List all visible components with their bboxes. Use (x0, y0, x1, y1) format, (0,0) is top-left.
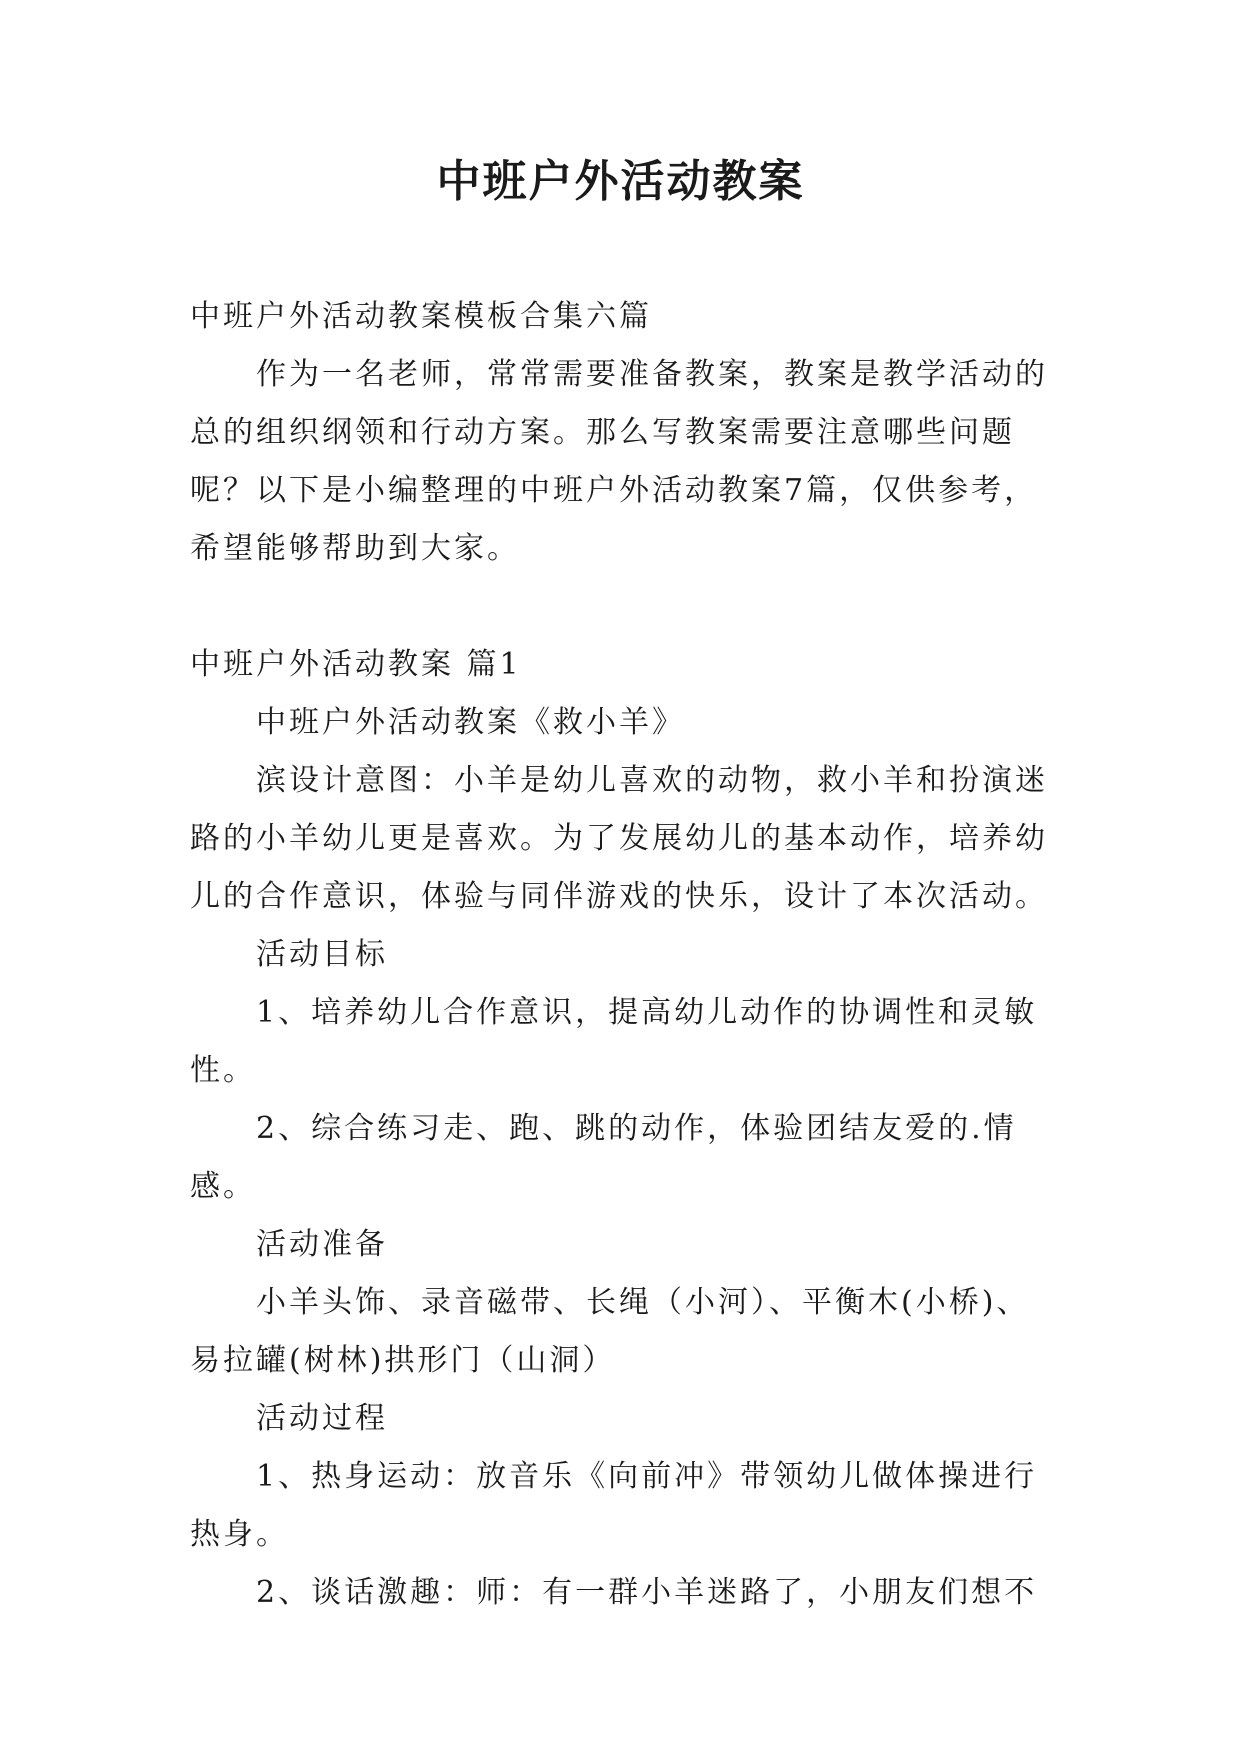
goals-heading: 活动目标 (256, 937, 388, 972)
subtitle: 中班户外活动教案模板合集六篇 (190, 299, 652, 334)
blank-line (190, 578, 1060, 636)
intro-paragraph: 作为一名老师，常常需要准备教案，教案是教学活动的总的组织纲领和行动方案。那么写教案需要注意哪些问题呢？以下是小编整理的中班户外活动教案7篇，仅供参考，希望能够帮助到大家。 (190, 357, 1048, 566)
process-item-1: 1、热身运动：放音乐《向前冲》带领幼儿做体操进行热身。 (190, 1459, 1038, 1552)
document-title: 中班户外活动教案 (436, 156, 805, 207)
section-heading: 中班户外活动教案 篇1 (190, 647, 522, 682)
design-intent-paragraph: 滨设计意图：小羊是幼儿喜欢的动物，救小羊和扮演迷路的小羊幼儿更是喜欢。为了发展幼儿的基本动作，培养幼儿的合作意识，体验与同伴游戏的快乐，设计了本次活动。 (190, 763, 1048, 914)
document-body (190, 288, 1060, 1622)
process-item-2: 2、谈话激趣：师：有一群小羊迷路了，小朋友们想不 (256, 1575, 1038, 1610)
preparation-paragraph: 小羊头饰、录音磁带、长绳（小河）、平衡木(小桥)、易拉罐(树林)拱形门（山洞） (190, 1285, 1030, 1378)
goal-item-1: 1、培养幼儿合作意识，提高幼儿动作的协调性和灵敏性。 (190, 995, 1038, 1088)
lesson-title: 中班户外活动教案《救小羊》 (256, 705, 685, 740)
preparation-heading: 活动准备 (256, 1227, 388, 1262)
goal-item-2: 2、综合练习走、跑、跳的动作，体验团结友爱的.情感。 (190, 1111, 1017, 1204)
process-heading: 活动过程 (256, 1401, 388, 1436)
